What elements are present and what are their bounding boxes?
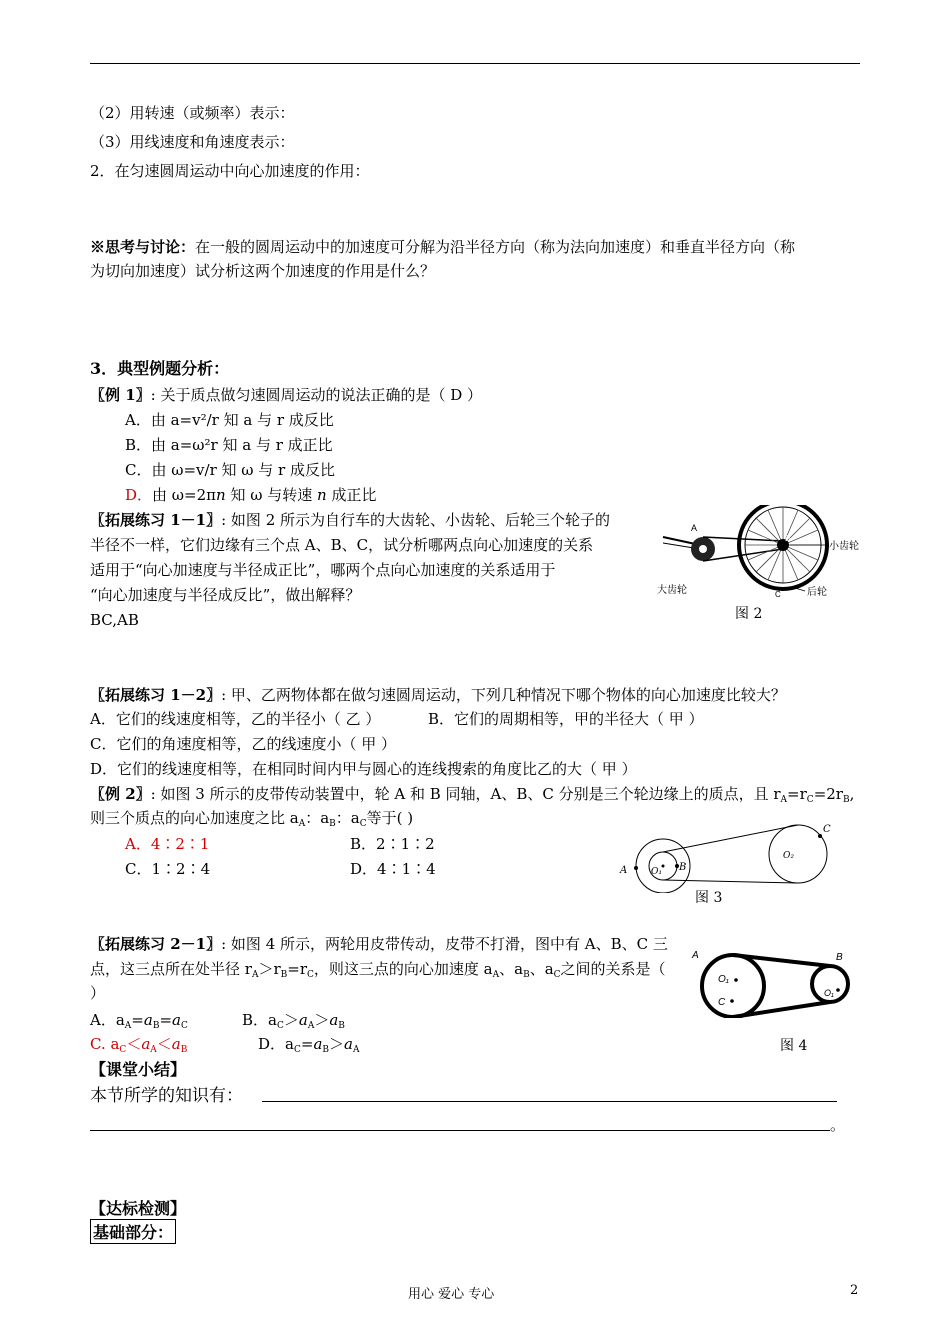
figure-4-caption: 图 4: [780, 1038, 808, 1054]
point-c: [818, 834, 822, 838]
header-rule: [90, 63, 860, 64]
example-1-text: : 关于质点做匀速圆周运动的说法正确的是（ D ）: [150, 386, 483, 404]
test-heading: 【达标检测】: [90, 1199, 187, 1218]
summary-heading: 【课堂小结】: [90, 1060, 187, 1079]
center-large: [734, 978, 738, 982]
ext-1-1-label: 〖拓展练习 1－1〗: [90, 511, 222, 529]
example-2-text2c: ：a: [335, 809, 360, 827]
summary-period: 。: [830, 1116, 846, 1134]
figure-2-caption: 图 2: [735, 606, 763, 622]
ext-2-1-text2c: =r: [287, 960, 307, 978]
rear-wheel-leader: [795, 588, 805, 591]
example-1-question: [90, 385, 482, 405]
fig3-label-c: C: [823, 824, 831, 835]
section-3-title: 3．典型例题分析：: [90, 359, 230, 378]
think-discuss-line2: 为切向加速度）试分析这两个加速度的作用是什么？: [90, 262, 436, 280]
summary-blank-line-1[interactable]: [262, 1101, 837, 1102]
example-2-text2: 则三个质点的向心加速度之比 a: [90, 809, 299, 827]
fig2-label-b: B: [785, 534, 791, 543]
ext-2-1-option-b: B．$a_C>a_A>a_B$: [242, 1011, 345, 1031]
point-a: [634, 866, 638, 870]
summary-blank-line-2[interactable]: [90, 1130, 830, 1131]
example-1-option-d-rest: 由 ω=2πn 知 ω 与转速 n 成正比: [152, 486, 377, 504]
summary-prompt: 本节所学的知识有：: [90, 1086, 243, 1106]
fig2-big-gear-label: 大齿轮: [657, 585, 687, 596]
example-2-line2: 则三个质点的向心加速度之比 $a_A$：$a_B$：$a_C$等于( ): [90, 809, 414, 829]
example-2-option-b: B．2∶1∶2: [350, 835, 435, 853]
example-1-option-d: [125, 485, 376, 505]
ext-2-1-option-a: A．$a_A=a_B=a_C$: [90, 1011, 188, 1031]
example-1-option-c: C．由 ω=v/r 知 ω 与 r 成反比: [125, 461, 335, 479]
fig4-label-b: B: [836, 952, 843, 963]
ext-1-1-line4: “向心加速度与半径成反比”，做出解释？: [90, 586, 361, 604]
think-discuss-text: 在一般的圆周运动中的加速度可分解为沿半径方向（称为法向加速度）和垂直半径方向（称: [195, 238, 796, 256]
fig3-label-b: B: [679, 862, 687, 873]
ext-1-2-option-d: D．它们的线速度相等，在相同时间内甲与圆心的连线搜索的角度比乙的大（ 甲 ）: [90, 760, 637, 778]
example-2-option-d: D．4∶1∶4: [350, 860, 436, 878]
center-small: [836, 988, 840, 992]
fig3-label-o2: O₂: [783, 851, 794, 861]
ext-2-1-text2g: 之间的关系是（: [560, 960, 666, 978]
ext-2-1-text2e: 、a: [499, 960, 524, 978]
think-discuss-line1: [90, 237, 795, 257]
wheel-c: [769, 825, 827, 883]
fig4-label-a: A: [692, 950, 699, 961]
ext-2-1-text1: : 如图 4 所示，两轮用皮带传动，皮带不打滑，图中有 A、B、C 三: [221, 935, 668, 953]
fig2-rear-wheel-label: 后轮: [807, 587, 827, 598]
fig4-label-o2: O₁: [824, 988, 834, 998]
ext-2-1-option-d-text: D．a: [258, 1035, 294, 1053]
line-role-of-acceleration: 2．在匀速圆周运动中向心加速度的作用：: [90, 162, 370, 180]
example-2-text1: : 如图 3 所示的皮带传动装置中，轮 A 和 B 同轴，A、B、C 分别是三个轮边缘上的质点，且 r: [150, 785, 781, 803]
belt-bottom: [663, 880, 798, 883]
example-2-option-c: C．1∶2∶4: [125, 860, 211, 878]
ext-1-2-option-c: C．它们的角速度相等，乙的线速度小（ 甲 ）: [90, 735, 397, 753]
ext-2-1-option-d: D．$a_C=a_B>a_A$: [258, 1035, 360, 1055]
ext-2-1-option-c-text: C. a: [90, 1035, 120, 1053]
example-2-option-a: A．4∶2∶1: [125, 835, 210, 853]
fig3-label-a: A: [620, 865, 628, 876]
figure-2-bicycle: [655, 505, 885, 605]
ext-1-2-text: : 甲、乙两物体都在做匀速圆周运动，下列几种情况下哪个物体的向心加速度比较大？: [221, 686, 786, 704]
footer-motto: 用心 爱心 专心: [408, 1287, 495, 1302]
ext-2-1-line3: ）: [90, 984, 106, 1002]
think-discuss-label: ※思考与讨论：: [90, 238, 196, 256]
point-c-fig4: [730, 999, 734, 1003]
chain-top: [703, 537, 783, 541]
ext-1-1-line2: 半径不一样，它们边缘有三个点 A、B、C，试分析哪两点向心加速度的关系: [90, 536, 594, 554]
ext-2-1-text2b: ＞r: [258, 960, 281, 978]
line-linear-angular: （3）用线速度和角速度表示：: [90, 133, 295, 151]
example-1-option-a: A．由 a=v²/r 知 a 与 r 成反比: [125, 411, 334, 429]
fig3-label-o1: O₁: [651, 867, 662, 877]
ext-2-1-text2f: 、a: [529, 960, 554, 978]
fig2-label-c: C: [775, 590, 781, 599]
figure-3-belt-drive: [615, 818, 840, 893]
ext-2-1-option-c: C. $a_C<a_A<a_B$: [90, 1035, 188, 1055]
example-2-text2b: ：a: [305, 809, 330, 827]
ext-1-2-option-a: A．它们的线速度相等，乙的半径小（ 乙 ）: [90, 710, 381, 728]
example-2-text1b: =r: [787, 785, 807, 803]
basic-part-heading: 基础部分：: [90, 1219, 176, 1244]
ext-2-1-option-b-text: B．a: [242, 1011, 277, 1029]
figure-3-caption: 图 3: [695, 890, 723, 906]
ext-2-1-line2: 点，这三点所在处半径 $r_A>r_B=r_C$，则这三点的向心加速度 $a_A$、$a_B$、$a_C$之间的关系是（: [90, 960, 666, 980]
example-1-label: 〖例 1〗: [90, 386, 151, 404]
fig4-label-o1: O₁: [718, 974, 729, 985]
big-gear-hub: [699, 545, 707, 553]
example-2-label: 〖例 2〗: [90, 785, 151, 803]
belt-lower: [733, 1002, 830, 1017]
ext-1-1-line3: 适用于“向心加速度与半径成正比”，哪两个点向心加速度的关系适用于: [90, 561, 556, 579]
example-2-line1: 〖例 2〗: 如图 3 所示的皮带传动装置中，轮 A 和 B 同轴，A、B、C 分别是三个轮边缘上的质点，且 $r_A=r_C=2r_B$,: [90, 785, 855, 805]
ext-2-1-label: 〖拓展练习 2－1〗: [90, 935, 222, 953]
ext-2-1-option-a-text: A．a: [90, 1011, 125, 1029]
answer-marker-d: D．: [125, 486, 153, 504]
belt-top: [663, 825, 798, 852]
ext-1-2-label: 〖拓展练习 1－2〗: [90, 686, 222, 704]
ext-2-1-text2d: ，则这三点的向心加速度 a: [313, 960, 493, 978]
ext-1-1-text1: : 如图 2 所示为自行车的大齿轮、小齿轮、后轮三个轮子的: [221, 511, 611, 529]
ext-1-2-option-b: B．它们的周期相等，甲的半径大（ 甲 ）: [428, 710, 704, 728]
example-2-text1c: =2r: [813, 785, 843, 803]
fig2-label-a: A: [691, 523, 698, 533]
ext-1-2-question: [90, 685, 786, 705]
example-1-option-b: B．由 a=ω²r 知 a 与 r 成正比: [125, 436, 333, 454]
ext-1-1-line1: [90, 510, 610, 530]
large-wheel: [702, 955, 764, 1017]
ext-2-1-text2: 点，这三点所在处半径 r: [90, 960, 252, 978]
fig2-small-gear-label: 小齿轮: [829, 541, 859, 552]
ext-1-1-answer: BC,AB: [90, 611, 139, 629]
line-rotation-speed: （2）用转速（或频率）表示：: [90, 104, 295, 122]
figure-4-belt-drive: [690, 948, 860, 1018]
page-number: 2: [850, 1283, 859, 1298]
ext-2-1-line1: [90, 934, 668, 954]
example-2-text2d: 等于( ): [366, 809, 414, 827]
fig4-label-c: C: [718, 997, 726, 1008]
